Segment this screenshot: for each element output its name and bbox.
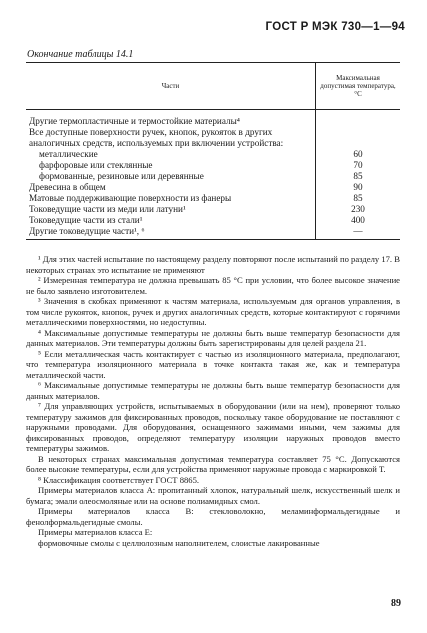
footnote: ⁶ Максимальные допустимые температуры не должны быть выше температур безопасности для данных материалов. <box>26 380 400 401</box>
footnote: ⁴ Максимальные допустимые температуры не должны быть выше температур безопасности для данных материалов. Эти температуры должны быть зарегистрированы для целей раздела 21. <box>26 327 400 348</box>
table-row <box>26 160 400 171</box>
table-row <box>26 215 400 226</box>
row-value <box>316 127 401 149</box>
temperature-table <box>26 62 400 240</box>
footnote: ⁷ Для управляющих устройств, испытываемых в оборудовании (или на нем), проверяют только температуру зажимов для фиксированных проводов, поскольку такое оборудование не поставляют с наружными проводами. Для оборудования, оснащенного зажимами иными, чем зажимы для фиксированных проводов, определяют температуру изоляции наружных проводов вместо температуры зажимов. <box>26 401 400 453</box>
footnote: ⁵ Если металлическая часть контактирует с частью из изоляционного материала, предполагают, что температура изоляционного материала в точке контакта такая же, как и температура металлической части. <box>26 348 400 380</box>
row-part: Все доступные поверхности ручек, кнопок, рукояток в других аналогичных средств, используемых при включении устройства: <box>29 127 284 148</box>
footnote: Примеры материалов класса Е: <box>38 527 153 537</box>
page-number: 89 <box>391 598 401 609</box>
row-part: Матовые поддерживающие поверхности из фанеры <box>29 193 232 203</box>
row-value: 90 <box>316 182 401 193</box>
footnote: ² Измеренная температура не должна превышать 85 °С при условии, что более высокое значение не было заявлено изготовителем. <box>26 275 400 296</box>
row-value: 230 <box>316 204 401 215</box>
row-value: 400 <box>316 215 401 226</box>
footnotes <box>26 254 400 548</box>
row-part: Другие токоведущие части¹, ⁶ <box>26 226 316 240</box>
footnote: Примеры материалов класса В: стекловолокно, меламинформальдегидные и фенолформальдегидные смолы. <box>26 506 400 527</box>
footnote: В некоторых странах максимальная допустимая температура составляет 75 °С. Допускаются более высокие температуры, если для устройства применяют наружные провода с маркировкой Т. <box>26 453 400 474</box>
table-row <box>26 182 400 193</box>
row-part: Древесина в общем <box>29 182 106 192</box>
row-value: 70 <box>316 160 401 171</box>
footnote: формовочные смолы с целлюлозным наполнителем, слоистые лакированные <box>38 537 320 548</box>
table-row <box>26 171 400 182</box>
footnote: ³ Значения в скобках применяют к частям материала, используемым для органов управления, в том числе рукояток, кнопок, ручек и других аналогичных средств, которые контактируют с горячими металлическими поверхностями, но недоступны. <box>26 296 400 327</box>
column-header-part: Части <box>26 63 316 110</box>
footnote: ¹ Для этих частей испытание по настоящему разделу повторяют после испытаний по разделу 17. В некоторых странах это испытание не применяют <box>26 254 400 275</box>
table-row <box>26 149 400 160</box>
row-part: формованные, резиновые или деревянные <box>39 171 204 181</box>
row-value: 85 <box>316 193 401 204</box>
table-row <box>26 204 400 215</box>
row-part: металлические <box>39 149 98 159</box>
table-row <box>26 110 400 128</box>
standard-header: ГОСТ Р МЭК 730—1—94 <box>265 21 405 33</box>
row-part: Токоведущие части из меди или латуни¹ <box>29 204 186 214</box>
row-value <box>316 110 401 128</box>
row-value: 85 <box>316 171 401 182</box>
footnote: ⁸ Классификация соответствует ГОСТ 8865. <box>38 474 200 485</box>
row-value: 60 <box>316 149 401 160</box>
table-caption: Окончание таблицы 14.1 <box>27 49 134 60</box>
column-header-temperature: Максимальная допустимая температура, °С <box>316 63 401 110</box>
row-part: Другие термопластичные и термостойкие материалы⁴ <box>29 116 240 126</box>
table-row <box>26 127 400 149</box>
table-row <box>26 193 400 204</box>
footnote: Примеры материалов класса А: пропитанный хлопок, натуральный шелк, искусственный шелк и бумага; эмали олеосмоляные или на основе полиамидных смол. <box>26 485 400 506</box>
row-part: фарфоровые или стеклянные <box>39 160 153 170</box>
table-row <box>26 226 400 240</box>
row-part: Токоведущие части из стали¹ <box>29 215 143 225</box>
row-value: — <box>316 226 401 240</box>
